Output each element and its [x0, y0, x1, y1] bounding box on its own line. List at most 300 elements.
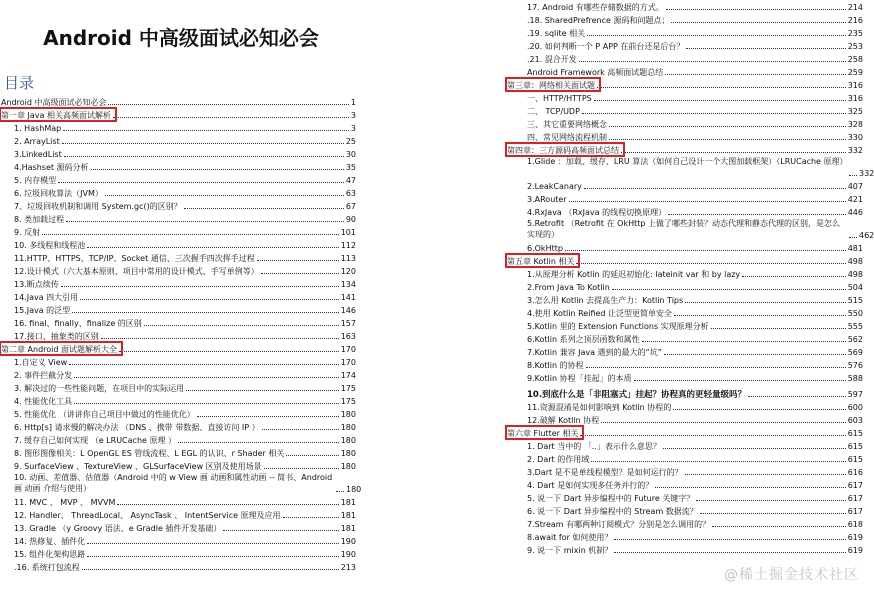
toc-entry-title: 11.资源混淆是如何影响到 Kotlin 协程的: [527, 403, 672, 412]
toc-page-number: 1: [350, 98, 356, 107]
toc-chapter-entry[interactable]: [0, 342, 362, 355]
toc-entry[interactable]: [0, 472, 362, 495]
toc-page-number: 619: [847, 546, 863, 555]
toc-entry-title: 14.Java 四大引用: [14, 293, 79, 302]
toc-entry-title: 4. 性能优化工具: [14, 397, 73, 406]
toc-entry-title: 15.Java 的泛型: [14, 306, 71, 315]
dot-leader: [614, 539, 845, 540]
toc-page-number: 90: [345, 215, 356, 224]
dot-leader: [666, 9, 846, 10]
toc-entry[interactable]: [499, 117, 869, 130]
dot-leader: [576, 263, 845, 264]
toc-page-number: 157: [340, 319, 356, 328]
toc-page-number: 141: [340, 293, 356, 302]
toc-entry-title: 17. Android 有哪些存储数据的方式。: [527, 3, 664, 12]
dot-leader: [565, 250, 846, 251]
toc-entry-title: 10. 动画、差值器、估值器（Android 中的 w View 画 动画和属性动画 -- 简书、Android 画 动画 介绍与使用）: [14, 473, 333, 493]
dot-leader: [87, 543, 338, 544]
toc-page-number: 325: [847, 107, 863, 116]
toc-entry-title: 4.使用 Kotlin Reified 让泛型更简单安全: [527, 309, 673, 318]
toc-entry-title: 2. ArrayList: [14, 137, 60, 146]
dot-leader: [336, 491, 344, 492]
toc-entry-title: 8.Kotlin 的协程: [527, 361, 584, 370]
toc-entry[interactable]: [0, 407, 362, 420]
dot-leader: [283, 517, 339, 518]
toc-page-number: 174: [340, 371, 356, 380]
dot-leader: [696, 500, 845, 501]
toc-entry[interactable]: [499, 465, 869, 478]
toc-entry[interactable]: [499, 332, 869, 345]
toc-entry-title: 11.HTTP、HTTPS、TCP/IP、Socket 通信、三次握手四次挥手过程: [14, 254, 255, 263]
dot-leader: [674, 315, 846, 316]
toc-page-number: 170: [340, 358, 356, 367]
toc-entry[interactable]: [0, 303, 362, 316]
toc-entry[interactable]: [0, 420, 362, 433]
dot-leader: [849, 175, 857, 176]
toc-page-number: 562: [847, 335, 863, 344]
toc-page-number: 332: [859, 169, 874, 178]
toc-page-number: 180: [346, 485, 362, 494]
toc-chapter-entry[interactable]: [0, 108, 362, 121]
toc-entry[interactable]: [0, 251, 362, 264]
watermark: @稀土掘金技术社区: [724, 567, 859, 583]
toc-entry[interactable]: [0, 173, 362, 186]
toc-entry-title: 第四章：三方源码高频面试总结: [507, 146, 619, 155]
toc-entry-title: Android Framework 高频面试题总结: [527, 68, 664, 77]
dot-leader: [748, 396, 846, 397]
toc-entry-title: 3.怎么用 Kotlin 去提高生产力：Kotlin Tips: [527, 296, 684, 305]
toc-entry-title: 4.Hashset 源码分析: [14, 163, 89, 172]
toc-page-number: 615: [847, 429, 863, 438]
toc-entry[interactable]: [499, 517, 869, 530]
dot-leader: [257, 260, 339, 261]
toc-entry-title: 6.OkHttp: [527, 244, 563, 253]
toc-page-number: 35: [345, 163, 356, 172]
dot-leader: [113, 117, 349, 118]
toc-page-number: 332: [847, 146, 863, 155]
toc-page-number: 498: [847, 257, 863, 266]
toc-entry-title: 9. SurfaceView 、TextureView 、GLSurfaceView 区别及使用场景: [14, 462, 262, 471]
dot-leader: [742, 276, 846, 277]
toc-entry-title: 一、HTTP/HTTPS: [527, 94, 592, 103]
toc-page-number: 617: [847, 507, 863, 516]
toc-entry-title: 9.Kotlin 协程「挂起」的本质: [527, 374, 632, 383]
toc-entry-title: 6. 说一下 Dart 异步编程中的 Stream 数据流？: [527, 507, 698, 516]
toc-entry[interactable]: [0, 394, 362, 407]
dot-leader: [594, 100, 846, 101]
toc-entry[interactable]: [0, 160, 362, 173]
toc-entry[interactable]: [499, 439, 869, 452]
toc-entry-title: 10.到底什么是「非阻塞式」挂起？协程真的更轻量级吗？: [527, 390, 747, 400]
toc-page-number: 25: [345, 137, 356, 146]
dot-leader: [685, 302, 846, 303]
toc-entry-title: 1. HashMap: [14, 124, 62, 133]
dot-leader: [105, 195, 344, 196]
toc-page-number: 163: [340, 332, 356, 341]
toc-entry[interactable]: [499, 218, 874, 241]
dot-leader: [597, 87, 846, 88]
toc-page-number: 190: [340, 550, 356, 559]
toc-page-number: 569: [847, 348, 863, 357]
toc-page-number: 330: [847, 133, 863, 142]
toc-page-number: 180: [340, 423, 356, 432]
toc-entry-title: 11. MVC 、 MVP 、 MVVM: [14, 498, 116, 507]
toc-page-number: 63: [345, 189, 356, 198]
toc-heading: 目录: [4, 74, 35, 92]
toc-page-number: 113: [340, 254, 356, 263]
toc-page-number: 134: [340, 280, 356, 289]
dot-leader: [184, 208, 344, 209]
toc-entry-title: 1.自定义 View: [14, 358, 68, 367]
toc-entry[interactable]: [499, 400, 869, 413]
toc-entry-title: 10. 多线程和线程池: [14, 241, 86, 250]
dot-leader: [664, 354, 846, 355]
toc-entry[interactable]: [499, 179, 869, 192]
dot-leader: [584, 188, 846, 189]
toc-entry-title: 二、 TCP/UDP: [527, 107, 580, 116]
toc-entry[interactable]: [499, 371, 869, 384]
dot-leader: [117, 504, 338, 505]
toc-page-number: 146: [340, 306, 356, 315]
toc-page-number: 615: [847, 455, 863, 464]
toc-page-number: 555: [847, 322, 863, 331]
dot-leader: [264, 468, 339, 469]
toc-entry-title: 3. 解决过的一些性能问题，在项目中的实际运用: [14, 384, 185, 393]
toc-entry[interactable]: [499, 267, 869, 280]
toc-entry-title: 第三章：网络相关面试题: [507, 81, 595, 90]
toc-page-number: 235: [847, 29, 863, 38]
dot-leader: [685, 474, 846, 475]
dot-leader: [601, 422, 846, 423]
toc-page-number: 180: [340, 449, 356, 458]
toc-entry[interactable]: [0, 147, 362, 160]
toc-entry[interactable]: [499, 39, 869, 52]
toc-page-number: 181: [340, 524, 356, 533]
toc-entry[interactable]: [0, 368, 362, 381]
toc-entry-title: 3.Dart 是不是单线程模型？是如何运行的？: [527, 468, 683, 477]
toc-entry-title: 16. final、finally、finalize 的区别: [14, 319, 142, 328]
toc-page-number: 170: [340, 345, 356, 354]
toc-page-number: 615: [847, 442, 863, 451]
toc-entry[interactable]: [0, 290, 362, 303]
toc-page-number: 603: [847, 416, 863, 425]
toc-page-number: 316: [847, 94, 863, 103]
toc-entry[interactable]: [499, 319, 869, 332]
dot-leader: [586, 367, 846, 368]
toc-entry[interactable]: [499, 104, 869, 117]
dot-leader: [42, 234, 339, 235]
toc-entry-title: .18. SharedPrefrence 源码和问题点；: [527, 16, 670, 25]
toc-page-number: 180: [340, 436, 356, 445]
toc-entry-title: 13. Gradle （y Groovy 语法、e Gradle 插件开发基础）: [14, 524, 222, 533]
toc-page-number: 446: [847, 208, 863, 217]
dot-leader: [82, 569, 339, 570]
dot-leader: [61, 286, 339, 287]
toc-page-number: 421: [847, 195, 863, 204]
toc-entry-title: 15. 组件化架构思路: [14, 550, 86, 559]
toc-entry-title: 2. 事件拦截分发: [14, 371, 73, 380]
toc-entry[interactable]: [0, 433, 362, 446]
toc-entry[interactable]: [499, 384, 869, 400]
toc-entry[interactable]: [0, 121, 362, 134]
toc-entry[interactable]: [499, 205, 869, 218]
toc-entry[interactable]: [499, 491, 869, 504]
toc-entry-title: 1.Glide ：加载、缓存、LRU 算法（如何自己设计一个大图加载框架）（LRUCache 原理）: [527, 157, 848, 166]
toc-entry[interactable]: [0, 238, 362, 251]
toc-page-number: 181: [340, 511, 356, 520]
toc-entry[interactable]: [0, 355, 362, 368]
toc-page-number: 618: [847, 520, 863, 529]
toc-entry[interactable]: [499, 13, 869, 26]
dot-leader: [580, 435, 845, 436]
toc-entry-title: 5. 性能优化 （讲讲你自己项目中做过的性能优化）: [14, 410, 195, 419]
dot-leader: [62, 143, 344, 144]
toc-entry-title: 三、其它重要网络概念: [527, 120, 607, 129]
toc-entry-title: 3.ARouter: [527, 195, 567, 204]
toc-entry[interactable]: [0, 277, 362, 290]
toc-page-number: 616: [847, 468, 863, 477]
toc-page-number: 180: [340, 462, 356, 471]
toc-entry[interactable]: [499, 130, 869, 143]
dot-leader: [101, 338, 339, 339]
toc-entry-title: 7.Kotlin 兼容 Java 遇到的最大的“坑”: [527, 348, 662, 357]
dot-leader: [66, 221, 344, 222]
dot-leader: [579, 61, 846, 62]
toc-page-number: 3: [350, 111, 356, 120]
dot-leader: [286, 455, 338, 456]
toc-chapter-entry[interactable]: [499, 78, 869, 91]
toc-entry[interactable]: [0, 264, 362, 277]
toc-page-number: 617: [847, 494, 863, 503]
toc-entry[interactable]: [0, 495, 362, 508]
toc-entry-title: 13.断点续传: [14, 280, 59, 289]
toc-entry[interactable]: [0, 547, 362, 560]
dot-leader: [178, 442, 339, 443]
toc-entry[interactable]: [0, 521, 362, 534]
toc-entry[interactable]: [499, 26, 869, 39]
toc-page-number: 515: [847, 296, 863, 305]
toc-entry[interactable]: [499, 543, 869, 556]
toc-entry[interactable]: [499, 241, 869, 254]
dot-leader: [197, 416, 339, 417]
dot-leader: [587, 35, 846, 36]
toc-entry-title: 7.Stream 有哪两种订阅模式？分别是怎么调用的？: [527, 520, 711, 529]
toc-chapter-entry[interactable]: [499, 143, 869, 156]
dot-leader: [74, 403, 339, 404]
toc-entry[interactable]: [499, 280, 869, 293]
toc-entry[interactable]: [0, 560, 362, 573]
toc-page-number: 214: [847, 3, 863, 12]
dot-leader: [686, 48, 845, 49]
toc-entry-title: 6. Http[s] 请求慢的解决办法 （DNS 、携带 带数据、直接访问 IP ）: [14, 423, 260, 432]
dot-leader: [849, 237, 857, 238]
toc-page-number: 316: [847, 81, 863, 90]
toc-entry-title: 1.从原理分析 Kotlin 的延迟初始化: lateinit var 和 by lazy: [527, 270, 741, 279]
dot-leader: [186, 390, 339, 391]
toc-entry[interactable]: [0, 225, 362, 238]
toc-entry-title: 第六章 Flutter 相关: [507, 429, 579, 438]
toc-entry[interactable]: [0, 534, 362, 547]
toc-page-number: 213: [340, 563, 356, 572]
toc-entry-title: .21. 混合开发: [527, 55, 577, 64]
toc-page-number: 576: [847, 361, 863, 370]
toc-entry-title: 2.From Java To Kotlin: [527, 283, 610, 292]
toc-page-right: [499, 0, 874, 590]
toc-entry-title: 8.await for 如何使用？: [527, 533, 613, 542]
toc-entry-title: 5. 内存模型: [14, 176, 57, 185]
toc-entry-title: 7、垃圾回收机制和调用 System.gc()的区别？: [14, 202, 182, 211]
toc-entry-title: 12. Handler、 ThreadLocal、 AsyncTask 、 IntentService 原理及应用: [14, 511, 281, 520]
dot-leader: [64, 156, 344, 157]
toc-page-number: 180: [340, 410, 356, 419]
toc-entry[interactable]: [499, 413, 869, 426]
toc-page-number: 101: [340, 228, 356, 237]
toc-entry[interactable]: [0, 134, 362, 147]
dot-leader: [700, 513, 846, 514]
toc-page-number: 120: [340, 267, 356, 276]
toc-entry-title: 第五章 Kotlin 相关: [507, 257, 575, 266]
dot-leader: [72, 312, 339, 313]
toc-entry[interactable]: [499, 478, 869, 491]
toc-entry-title: 17.接口、抽象类的区别: [14, 332, 99, 341]
dot-leader: [80, 299, 339, 300]
toc-entry-title: 8. 图形图像相关：L OpenGL ES 管线流程、L EGL 的认识、r Shader 相关: [14, 449, 285, 458]
toc-list-right: [499, 0, 874, 556]
toc-page-number: 3: [350, 124, 356, 133]
dot-leader: [262, 429, 339, 430]
toc-chapter-entry[interactable]: [499, 426, 869, 439]
dot-leader: [87, 556, 338, 557]
toc-entry-title: 14. 热修复、插件化: [14, 537, 86, 546]
toc-entry[interactable]: [499, 293, 869, 306]
toc-entry[interactable]: [0, 446, 362, 459]
document-title: Android 中高级面试必知必会: [43, 26, 319, 50]
toc-chapter-entry[interactable]: [499, 254, 869, 267]
toc-entry-title: 5. 说一下 Dart 异步编程中的 Future 关键字？: [527, 494, 695, 503]
dot-leader: [665, 74, 845, 75]
toc-entry[interactable]: [0, 186, 362, 199]
toc-entry[interactable]: [499, 52, 869, 65]
toc-entry-title: 6.Kotlin 系列之顶层函数和属性: [527, 335, 640, 344]
toc-entry[interactable]: [499, 91, 869, 104]
dot-leader: [711, 328, 846, 329]
toc-page-number: 597: [847, 390, 863, 399]
toc-entry[interactable]: [499, 0, 869, 13]
toc-page-number: 600: [847, 403, 863, 412]
toc-page-number: 181: [340, 498, 356, 507]
dot-leader: [614, 552, 845, 553]
toc-entry[interactable]: [499, 504, 869, 517]
toc-entry-title: Android 中高级面试必知必会: [1, 98, 107, 107]
toc-page-number: 328: [847, 120, 863, 129]
dot-leader: [642, 341, 846, 342]
toc-entry-title: 9. 反射: [14, 228, 41, 237]
toc-entry[interactable]: [499, 65, 869, 78]
dot-leader: [87, 247, 338, 248]
dot-leader: [621, 152, 846, 153]
toc-page-number: 175: [340, 397, 356, 406]
toc-page-number: 175: [340, 384, 356, 393]
toc-entry-title: 4.RxJava （RxJava 的线程切换原理）: [527, 208, 667, 217]
toc-entry[interactable]: [0, 508, 362, 521]
dot-leader: [91, 169, 344, 170]
toc-page-number: 619: [847, 533, 863, 542]
toc-entry-title: .19. sqlite 相关: [527, 29, 586, 38]
toc-entry[interactable]: [499, 530, 869, 543]
toc-entry[interactable]: [499, 358, 869, 371]
dot-leader: [108, 104, 348, 105]
toc-entry-title: 第二章 Android 面试题解析大全: [1, 345, 118, 354]
toc-page-number: 407: [847, 182, 863, 191]
toc-page-number: 481: [847, 244, 863, 253]
toc-entry-title: 4. Dart 是如何实现多任务并行的？: [527, 481, 654, 490]
dot-leader: [671, 22, 845, 23]
toc-entry-title: .16. 系统打包流程: [14, 563, 80, 572]
toc-entry[interactable]: [499, 345, 869, 358]
toc-entry-title: 5.Retrofit （Retrofit 在 OkHttp 上做了哪些封装？动态代理和静态代理的区别，是怎么实现的）: [527, 219, 840, 239]
dot-leader: [668, 214, 846, 215]
toc-page-left: [0, 0, 362, 590]
dot-leader: [58, 182, 344, 183]
dot-leader: [591, 461, 846, 462]
toc-page-number: 588: [847, 374, 863, 383]
dot-leader: [582, 113, 846, 114]
toc-page-number: 112: [340, 241, 356, 250]
toc-entry[interactable]: [0, 95, 362, 108]
toc-entry-title: 第一章 Java 相关高频面试解析: [1, 111, 111, 120]
toc-entry[interactable]: [0, 459, 362, 472]
toc-list-left: [0, 95, 362, 573]
toc-entry-title: .20. 如何判断一个 P APP 在前台还是后台？: [527, 42, 685, 51]
dot-leader: [612, 289, 846, 290]
toc-page-number: 258: [847, 55, 863, 64]
toc-entry[interactable]: [0, 329, 362, 342]
dot-leader: [69, 364, 339, 365]
dot-leader: [119, 351, 339, 352]
toc-entry[interactable]: [0, 316, 362, 329]
toc-entry-title: 3.LinkedList: [14, 150, 62, 159]
toc-entry-title: 7. 缓存自己如何实现 （e LRUCache 原理 ）: [14, 436, 177, 445]
toc-page-number: 550: [847, 309, 863, 318]
dot-leader: [673, 409, 846, 410]
toc-page-number: 504: [847, 283, 863, 292]
toc-page-number: 259: [847, 68, 863, 77]
toc-entry-title: 四、常见网络流程机制: [527, 133, 607, 142]
dot-leader: [569, 201, 846, 202]
dot-leader: [74, 377, 339, 378]
toc-entry[interactable]: [499, 452, 869, 465]
dot-leader: [609, 126, 846, 127]
toc-entry-title: 12.设计模式（六大基本原则、项目中常用的设计模式、手写单例等）: [14, 267, 259, 276]
toc-entry[interactable]: [0, 199, 362, 212]
dot-leader: [655, 487, 846, 488]
toc-entry[interactable]: [0, 212, 362, 225]
toc-entry[interactable]: [0, 381, 362, 394]
toc-page-number: 67: [345, 202, 356, 211]
toc-entry-title: 12.破解 Kotlin 协程: [527, 416, 600, 425]
toc-entry[interactable]: [499, 306, 869, 319]
toc-entry[interactable]: [499, 156, 874, 179]
dot-leader: [609, 139, 846, 140]
toc-page-number: 47: [345, 176, 356, 185]
toc-entry-title: 2. Dart 的作用域: [527, 455, 590, 464]
toc-entry-title: 8. 类加载过程: [14, 215, 65, 224]
toc-page-number: 30: [345, 150, 356, 159]
dot-leader: [634, 380, 846, 381]
toc-page-number: 462: [859, 231, 874, 240]
toc-entry[interactable]: [499, 192, 869, 205]
dot-leader: [663, 448, 846, 449]
